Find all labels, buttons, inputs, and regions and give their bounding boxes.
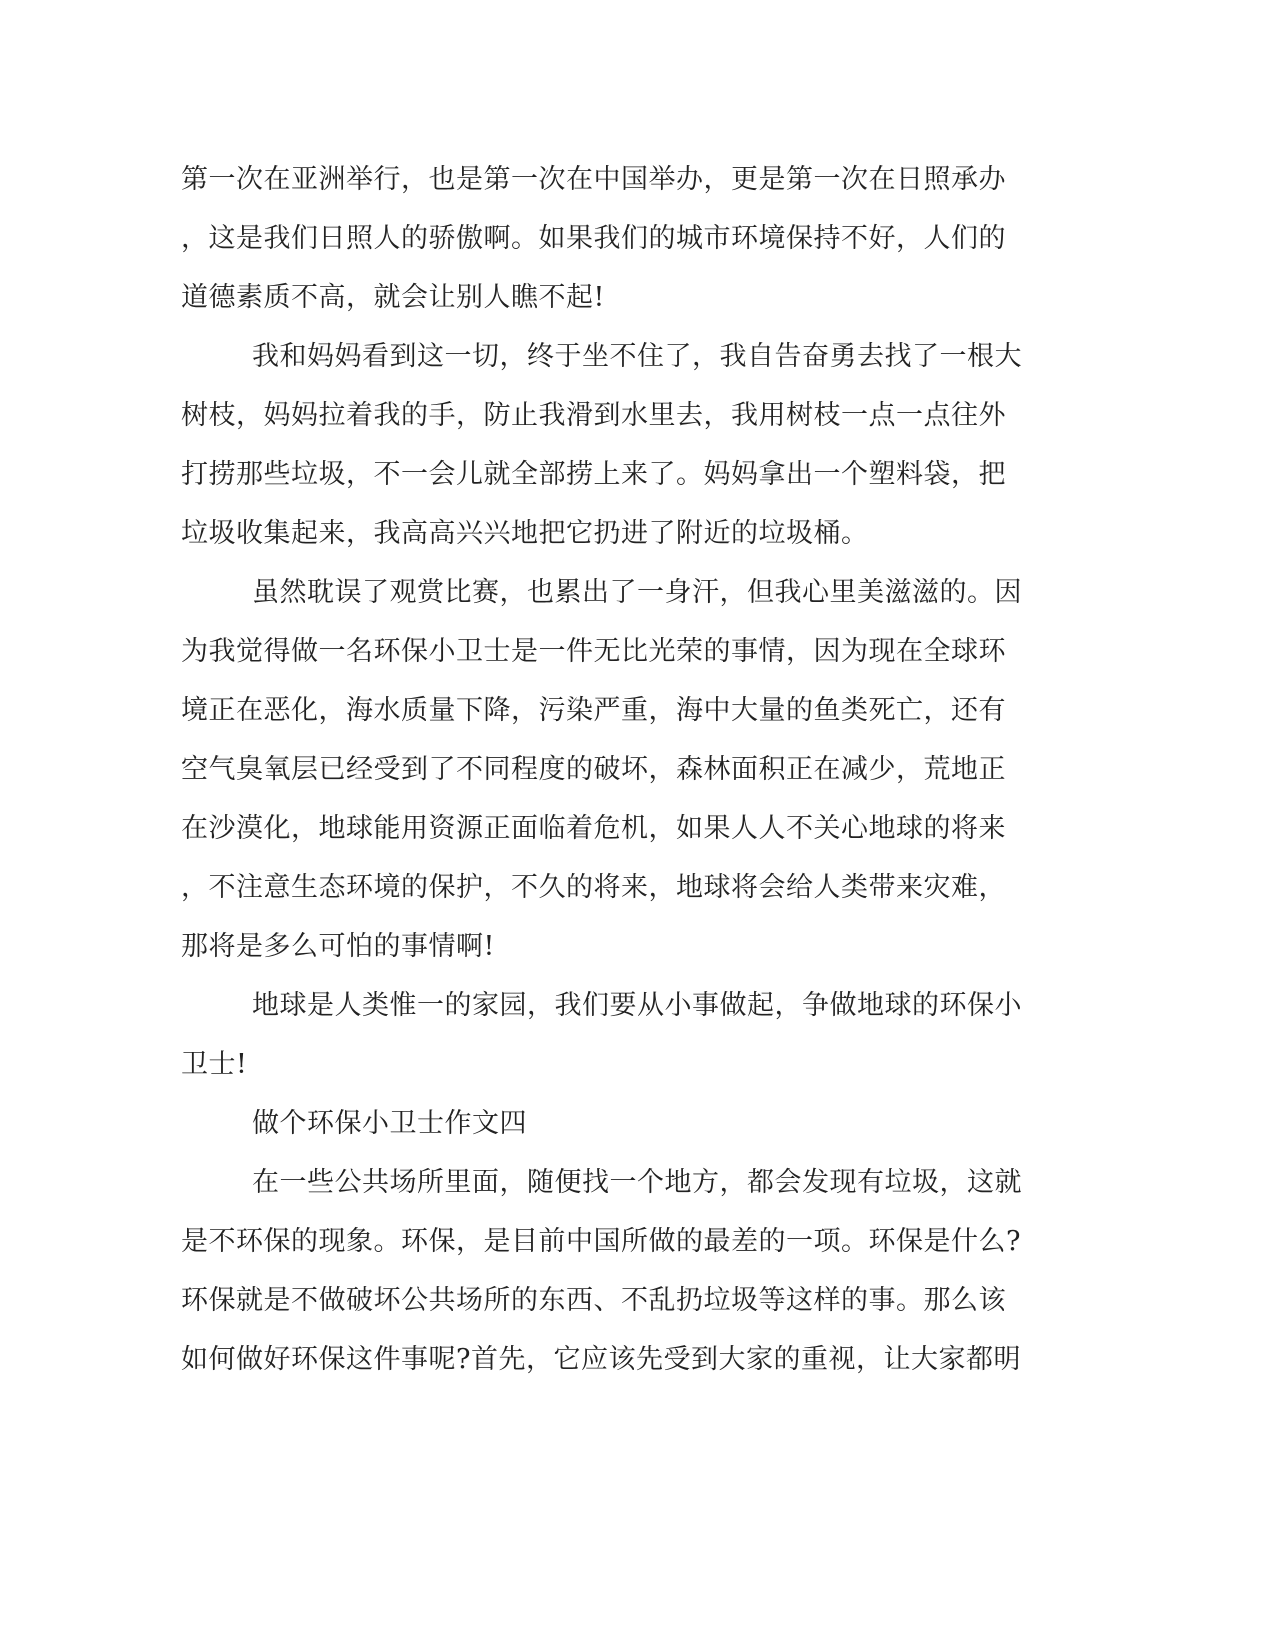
text-line-20: 环保就是不做破坏公共场所的东西、不乱扔垃圾等这样的事。那么该 <box>181 1285 1006 1316</box>
text-line-14: 那将是多么可怕的事情啊! <box>181 931 495 962</box>
text-line-4: 我和妈妈看到这一切，终于坐不住了，我自告奋勇去找了一根大 <box>252 341 1022 372</box>
text-line-10: 境正在恶化，海水质量下降，污染严重，海中大量的鱼类死亡，还有 <box>181 695 1006 726</box>
text-line-18: 在一些公共场所里面，随便找一个地方，都会发现有垃圾，这就 <box>252 1167 1022 1198</box>
text-line-5: 树枝，妈妈拉着我的手，防止我滑到水里去，我用树枝一点一点往外 <box>181 400 1006 431</box>
text-line-11: 空气臭氧层已经受到了不同程度的破坏，森林面积正在减少，荒地正 <box>181 754 1006 785</box>
text-line-3: 道德素质不高，就会让别人瞧不起! <box>181 282 605 313</box>
text-line-16: 卫士! <box>181 1049 248 1080</box>
text-line-12: 在沙漠化，地球能用资源正面临着危机，如果人人不关心地球的将来 <box>181 813 1006 844</box>
text-line-21: 如何做好环保这件事呢?首先，它应该先受到大家的重视，让大家都明 <box>181 1344 1021 1375</box>
text-line-2: ，这是我们日照人的骄傲啊。如果我们的城市环境保持不好，人们的 <box>181 223 1006 254</box>
text-line-9: 为我觉得做一名环保小卫士是一件无比光荣的事情，因为现在全球环 <box>181 636 1006 667</box>
text-line-8: 虽然耽误了观赏比赛，也累出了一身汗，但我心里美滋滋的。因 <box>252 577 1022 608</box>
text-line-7: 垃圾收集起来，我高高兴兴地把它扔进了附近的垃圾桶。 <box>181 518 869 549</box>
section-heading: 做个环保小卫士作文四 <box>252 1108 527 1139</box>
text-line-15: 地球是人类惟一的家园，我们要从小事做起，争做地球的环保小 <box>252 990 1022 1021</box>
text-line-6: 打捞那些垃圾，不一会儿就全部捞上来了。妈妈拿出一个塑料袋，把 <box>181 459 1006 490</box>
text-line-19: 是不环保的现象。环保，是目前中国所做的最差的一项。环保是什么? <box>181 1226 1021 1257</box>
text-line-1: 第一次在亚洲举行，也是第一次在中国举办，更是第一次在日照承办 <box>181 164 1006 195</box>
text-line-13: ，不注意生态环境的保护，不久的将来，地球将会给人类带来灾难， <box>181 872 1006 903</box>
